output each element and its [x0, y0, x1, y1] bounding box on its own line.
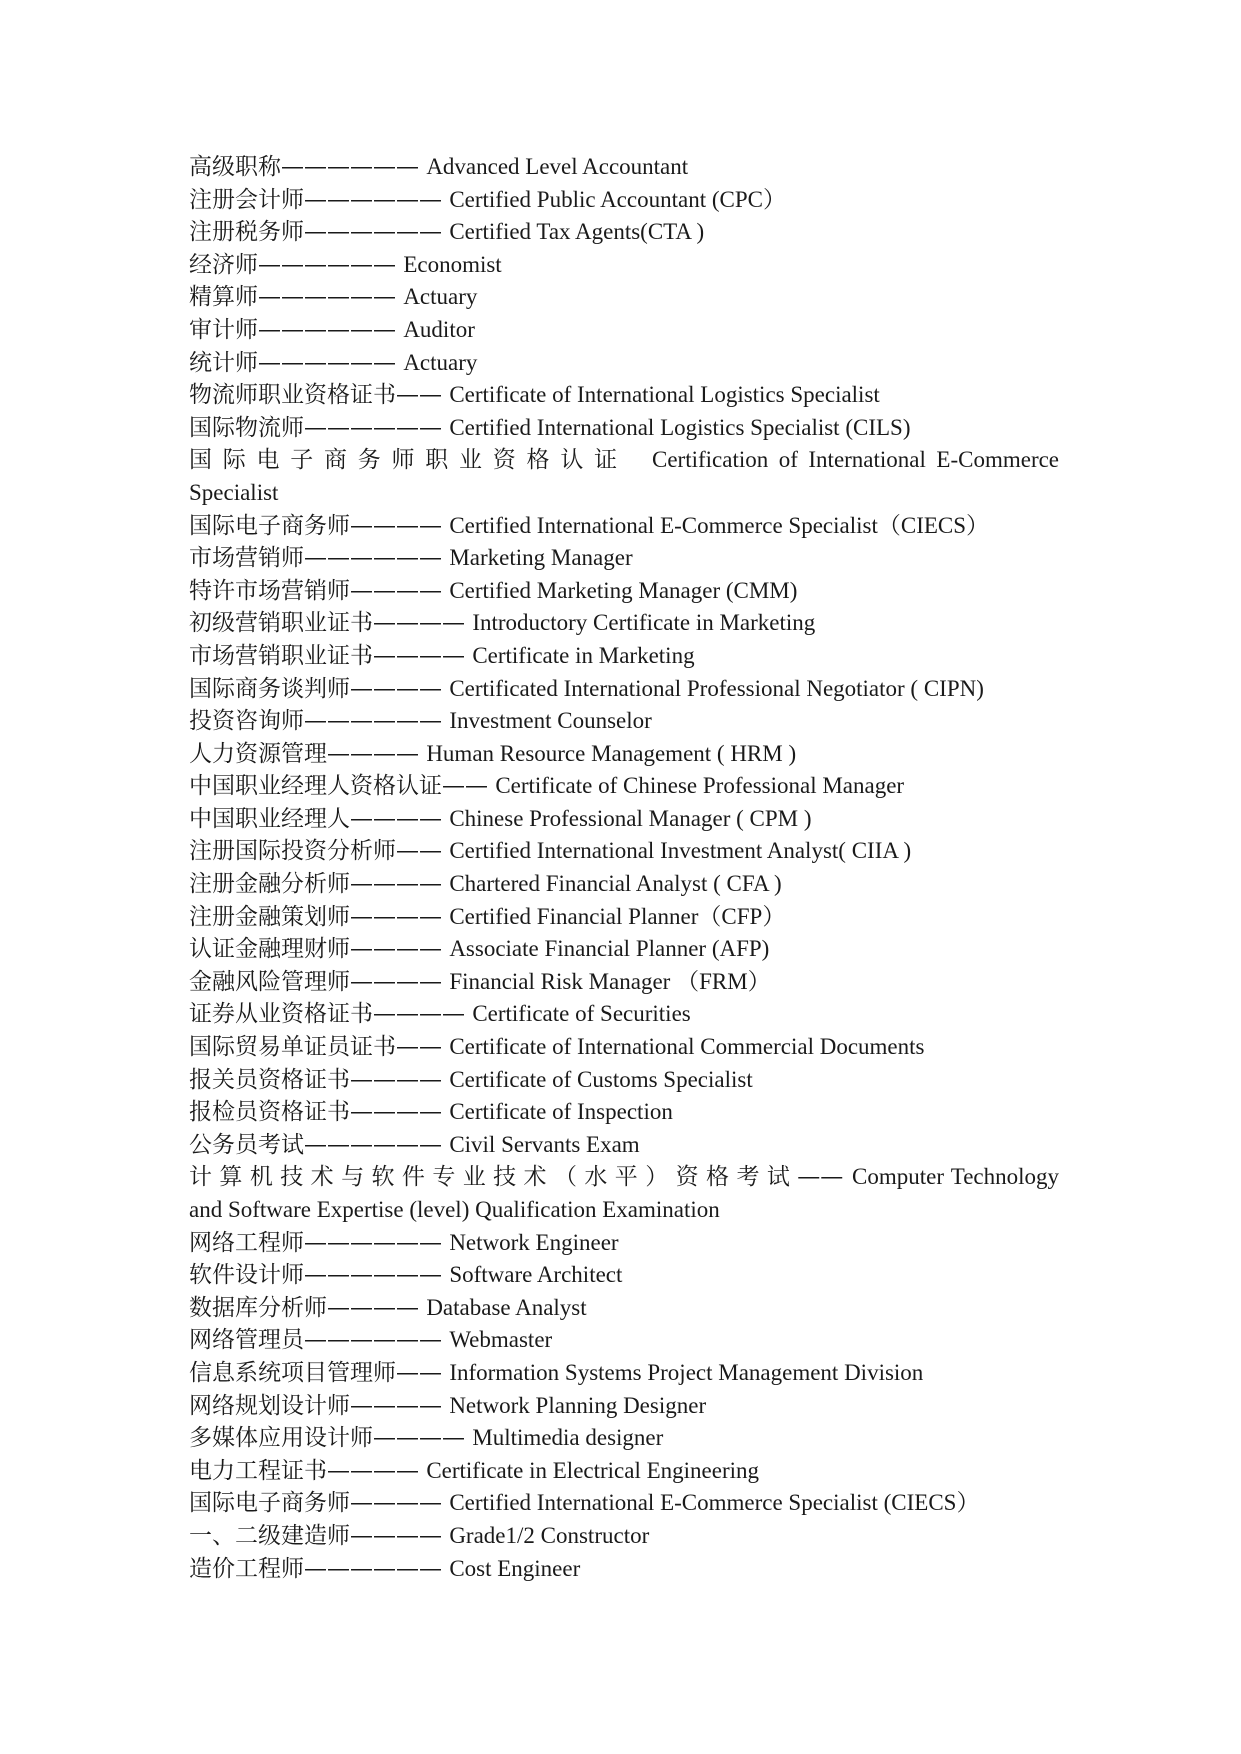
separator-dash: —————— — [304, 186, 442, 213]
glossary-entry — [189, 184, 1059, 217]
separator-dash: —————— — [304, 1555, 442, 1582]
separator-dash: —————— — [304, 219, 442, 246]
english-term: Chartered Financial Analyst ( CFA ) — [449, 871, 782, 897]
english-term: Human Resource Management ( HRM ) — [426, 740, 797, 766]
chinese-term: 注册国际投资分析师 — [189, 838, 396, 865]
separator-dash: —— — [396, 1359, 442, 1386]
english-term: Database Analyst — [426, 1294, 587, 1320]
glossary-entry — [189, 347, 1059, 380]
separator-dash: —————— — [304, 1262, 442, 1289]
english-term: Certificated International Professional Negotiator ( CIPN) — [449, 675, 984, 701]
chinese-term: 国际贸易单证员证书 — [189, 1034, 396, 1061]
chinese-term: 网络规划设计师 — [189, 1392, 350, 1419]
chinese-term: 多媒体应用设计师 — [189, 1425, 373, 1452]
glossary-entry — [189, 933, 1059, 966]
chinese-term: 高级职称 — [189, 154, 281, 180]
glossary-entry — [189, 770, 1059, 803]
chinese-term: 网络工程师 — [189, 1229, 304, 1256]
english-term: Software Architect — [449, 1262, 623, 1288]
chinese-term: 认证金融理财师 — [189, 936, 350, 963]
english-term: Certified International Logistics Specialist (CILS) — [449, 414, 911, 440]
chinese-term: 国际电子商务师职业资格认证 — [189, 447, 628, 474]
glossary-entry — [189, 607, 1059, 640]
chinese-term: 信息系统项目管理师 — [189, 1359, 396, 1386]
english-term: Investment Counselor — [449, 708, 652, 734]
chinese-term: 中国职业经理人资格认证 — [189, 773, 442, 800]
chinese-term: 金融风险管理师 — [189, 968, 350, 995]
english-term: Marketing Manager — [449, 545, 633, 571]
glossary-entry — [189, 216, 1059, 249]
glossary-entry — [189, 835, 1059, 868]
chinese-term: 造价工程师 — [189, 1555, 304, 1582]
english-term: Certificate of Securities — [472, 1001, 691, 1027]
glossary-entry — [189, 1259, 1059, 1292]
english-term: Certified Financial Planner（CFP） — [449, 903, 786, 929]
glossary-entry — [189, 1064, 1059, 1097]
glossary-entry — [189, 901, 1059, 934]
chinese-term: 市场营销师 — [189, 545, 304, 572]
chinese-term: 网络管理员 — [189, 1327, 304, 1354]
chinese-term: 注册税务师 — [189, 219, 304, 246]
chinese-term: 国际电子商务师 — [189, 512, 350, 539]
glossary-entry — [189, 705, 1059, 738]
chinese-term: 统计师 — [189, 349, 258, 376]
separator-dash: ———— — [350, 1066, 442, 1093]
glossary-entry — [189, 444, 1059, 509]
separator-dash: —— — [396, 382, 442, 409]
separator-dash: ———— — [350, 1490, 442, 1517]
glossary-entry — [189, 1487, 1059, 1520]
glossary-entry — [189, 1031, 1059, 1064]
chinese-term: 注册金融策划师 — [189, 903, 350, 930]
glossary-entry — [189, 1553, 1059, 1586]
chinese-term: 数据库分析师 — [189, 1294, 327, 1321]
glossary-entry — [189, 1129, 1059, 1162]
english-term: Certified Public Accountant (CPC） — [449, 186, 786, 212]
english-term: Certificate in Marketing — [472, 642, 695, 668]
english-term: Webmaster — [449, 1327, 553, 1353]
glossary-entry — [189, 998, 1059, 1031]
separator-dash: —————— — [281, 154, 419, 180]
english-term: Auditor — [403, 316, 475, 342]
glossary-entry — [189, 1520, 1059, 1553]
chinese-term: 报关员资格证书 — [189, 1066, 350, 1093]
separator-dash: ———— — [350, 1392, 442, 1419]
chinese-term: 电力工程证书 — [189, 1457, 327, 1484]
english-term: Introductory Certificate in Marketing — [472, 610, 816, 636]
english-term: Certificate of International Commercial Documents — [449, 1034, 925, 1060]
chinese-term: 经济师 — [189, 251, 258, 278]
separator-dash: —————— — [304, 1131, 442, 1158]
separator-dash: ———— — [373, 1001, 465, 1028]
glossary-entry — [189, 640, 1059, 673]
separator-dash: —————— — [304, 414, 442, 441]
english-term: Information Systems Project Management Division — [449, 1359, 924, 1385]
english-term: Certificate of Inspection — [449, 1099, 673, 1125]
separator-dash: —————— — [258, 284, 396, 311]
glossary-entry — [189, 542, 1059, 575]
separator-dash: ———— — [373, 610, 465, 637]
english-term: Certified International E-Commerce Specialist (CIECS） — [449, 1490, 980, 1516]
separator-dash: ———— — [350, 1522, 442, 1549]
glossary-entry — [189, 379, 1059, 412]
separator-dash: ———— — [350, 675, 442, 702]
separator-dash: ———— — [327, 740, 419, 767]
glossary-entry — [189, 1161, 1059, 1226]
glossary-entry — [189, 281, 1059, 314]
english-term: Multimedia designer — [472, 1425, 664, 1451]
document-page — [189, 151, 1059, 1585]
glossary-entry — [189, 1292, 1059, 1325]
separator-dash: ———— — [350, 871, 442, 898]
english-term: Network Planning Designer — [449, 1392, 707, 1418]
separator-dash: —————— — [304, 545, 442, 572]
glossary-entry — [189, 868, 1059, 901]
chinese-term: 公务员考试 — [189, 1131, 304, 1158]
english-term: Computer Technology and Software Expertise (level) Qualification Examination — [189, 1164, 1060, 1222]
separator-dash: —————— — [304, 1229, 442, 1256]
chinese-term: 计算机技术与软件专业技术（水平）资格考试 — [189, 1164, 798, 1191]
glossary-entry — [189, 575, 1059, 608]
english-term: Civil Servants Exam — [449, 1131, 640, 1157]
chinese-term: 市场营销职业证书 — [189, 642, 373, 669]
separator-dash: —— — [442, 773, 488, 800]
english-term: Actuary — [403, 349, 478, 375]
glossary-entry — [189, 1357, 1059, 1390]
glossary-entry — [189, 249, 1059, 282]
chinese-term: 人力资源管理 — [189, 740, 327, 767]
chinese-term: 一、二级建造师 — [189, 1522, 350, 1549]
english-term: Certificate of Chinese Professional Manager — [495, 773, 905, 799]
separator-dash: ———— — [350, 512, 442, 539]
separator-dash: ———— — [327, 1294, 419, 1321]
separator-dash: —————— — [304, 708, 442, 735]
separator-dash: ———— — [350, 805, 442, 832]
separator-dash: ———— — [373, 1425, 465, 1452]
separator-dash: —————— — [258, 349, 396, 376]
chinese-term: 物流师职业资格证书 — [189, 382, 396, 409]
english-term: Certified International Investment Analyst( CIIA ) — [449, 838, 912, 864]
glossary-entry — [189, 314, 1059, 347]
glossary-entry — [189, 738, 1059, 771]
chinese-term: 审计师 — [189, 316, 258, 343]
english-term: Network Engineer — [449, 1229, 619, 1255]
separator-dash: —— — [396, 838, 442, 865]
english-term: Certificate of International Logistics Specialist — [449, 382, 880, 408]
chinese-term: 国际物流师 — [189, 414, 304, 441]
glossary-entry — [189, 1455, 1059, 1488]
chinese-term: 国际电子商务师 — [189, 1490, 350, 1517]
separator-dash: ———— — [327, 1457, 419, 1484]
separator-dash: ———— — [350, 1099, 442, 1126]
chinese-term: 中国职业经理人 — [189, 805, 350, 832]
english-term: Chinese Professional Manager ( CPM ) — [449, 805, 812, 831]
glossary-entry — [189, 510, 1059, 543]
glossary-entry — [189, 151, 1059, 184]
english-term: Certified International E-Commerce Specialist（CIECS） — [449, 512, 990, 538]
separator-dash: —————— — [258, 316, 396, 343]
english-term: Certification of International E-Commerce Specialist — [189, 447, 1060, 505]
separator-dash: ———— — [350, 936, 442, 963]
separator-dash: —————— — [304, 1327, 442, 1354]
glossary-entry — [189, 803, 1059, 836]
chinese-term: 特许市场营销师 — [189, 577, 350, 604]
english-term: Financial Risk Manager （FRM） — [449, 968, 771, 994]
chinese-term: 国际商务谈判师 — [189, 675, 350, 702]
chinese-term: 证券从业资格证书 — [189, 1001, 373, 1028]
english-term: Associate Financial Planner (AFP) — [449, 936, 770, 962]
glossary-entry — [189, 1227, 1059, 1260]
separator-dash: —— — [797, 1164, 844, 1191]
chinese-term: 初级营销职业证书 — [189, 610, 373, 637]
glossary-entry — [189, 412, 1059, 445]
glossary-entry — [189, 966, 1059, 999]
separator-dash: —————— — [258, 251, 396, 278]
separator-dash: ———— — [350, 968, 442, 995]
separator-dash: ———— — [373, 642, 465, 669]
glossary-entry — [189, 1422, 1059, 1455]
english-term: Certified Tax Agents(CTA ) — [449, 219, 705, 245]
glossary-entry — [189, 1324, 1059, 1357]
separator-dash: ———— — [350, 577, 442, 604]
english-term: Certificate of Customs Specialist — [449, 1066, 753, 1092]
chinese-term: 投资咨询师 — [189, 708, 304, 735]
english-term: Certified Marketing Manager (CMM) — [449, 577, 798, 603]
english-term: Advanced Level Accountant — [426, 154, 689, 179]
english-term: Grade1/2 Constructor — [449, 1522, 650, 1548]
glossary-entry — [189, 1390, 1059, 1423]
english-term: Actuary — [403, 284, 478, 310]
chinese-term: 注册会计师 — [189, 186, 304, 213]
separator-dash: —— — [396, 1034, 442, 1061]
english-term: Certificate in Electrical Engineering — [426, 1457, 760, 1483]
chinese-term: 注册金融分析师 — [189, 871, 350, 898]
chinese-term: 软件设计师 — [189, 1262, 304, 1289]
english-term: Cost Engineer — [449, 1555, 581, 1581]
glossary-entry — [189, 673, 1059, 706]
english-term: Economist — [403, 251, 502, 277]
glossary-entry — [189, 1096, 1059, 1129]
chinese-term: 精算师 — [189, 284, 258, 311]
chinese-term: 报检员资格证书 — [189, 1099, 350, 1126]
separator-dash: ———— — [350, 903, 442, 930]
